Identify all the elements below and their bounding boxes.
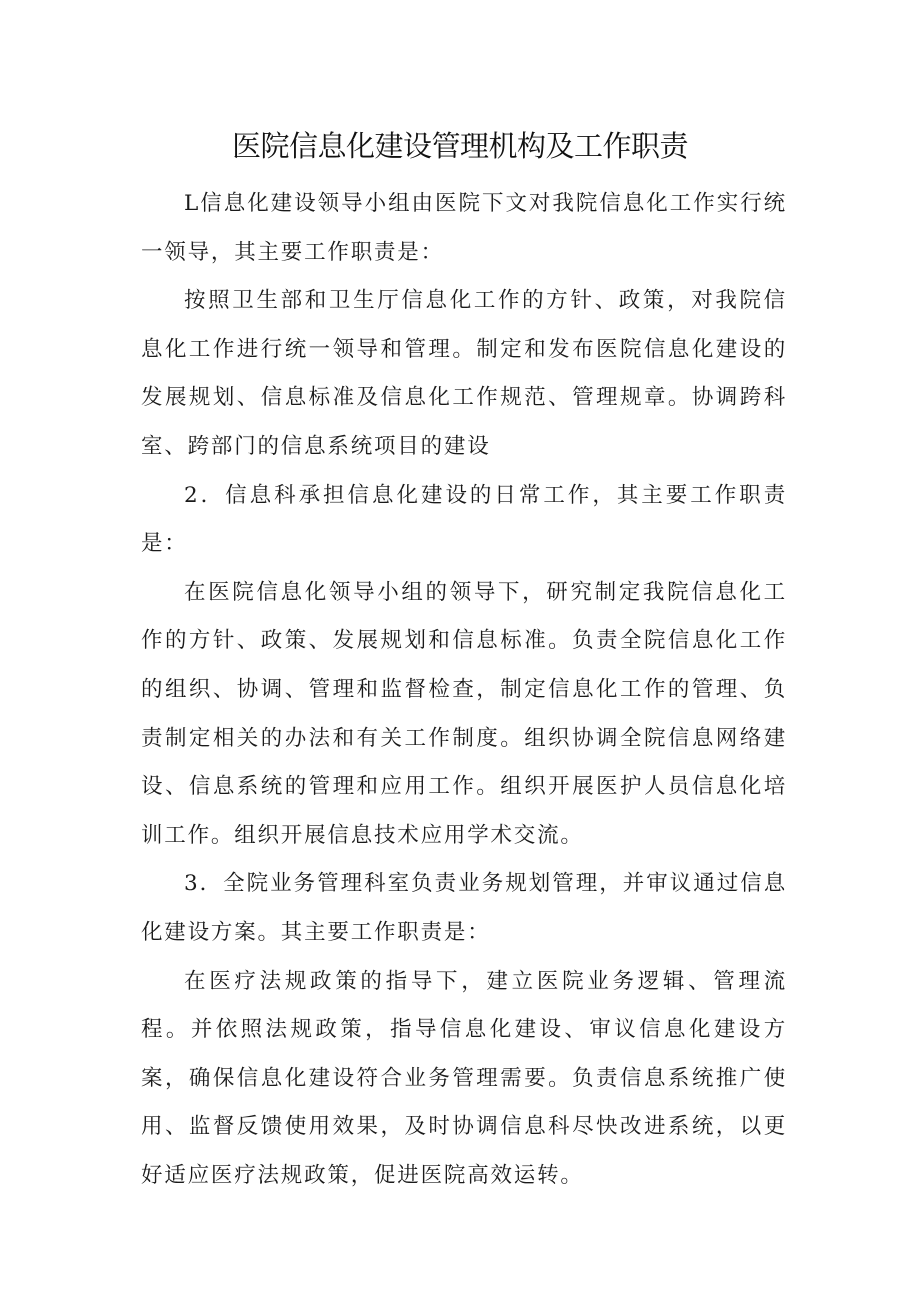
document-body: [141, 180, 787, 1200]
document-title: 医院信息化建设管理机构及工作职责: [231, 129, 688, 163]
paragraph-info-dept: 2．信息科承担信息化建设的日常工作，其主要工作职责是：: [141, 482, 787, 557]
paragraph-leadership-group: L信息化建设领导小组由医院下文对我院信息化工作实行统一领导，其主要工作职责是：: [141, 191, 787, 265]
paragraph-business-duties: 在医疗法规政策的指导下，建立医院业务逻辑、管理流程。并依照法规政策，指导信息化建设、审议信息化建设方案，确保信息化建设符合业务管理需要。负责信息系统推广使用、监督反馈使用效果，及时协调信息科尽快改进系统，以更好适应医疗法规政策，促进医院高效运转。: [141, 968, 787, 1188]
paragraph-info-dept-duties: 在医院信息化领导小组的领导下，研究制定我院信息化工作的方针、政策、发展规划和信息标准。负责全院信息化工作的组织、协调、管理和监督检查，制定信息化工作的管理、负责制定相关的办法和有关工作制度。组织协调全院信息网络建设、信息系统的管理和应用工作。组织开展医护人员信息化培训工作。组织开展信息技术应用学术交流。: [141, 579, 787, 848]
paragraph-leadership-duties: 按照卫生部和卫生厅信息化工作的方针、政策，对我院信息化工作进行统一领导和管理。制定和发布医院信息化建设的发展规划、信息标准及信息化工作规范、管理规章。协调跨科室、跨部门的信息系统项目的建设: [141, 288, 787, 459]
paragraph-business-depts: 3．全院业务管理科室负责业务规划管理，并审议通过信息化建设方案。其主要工作职责是：: [141, 871, 787, 945]
